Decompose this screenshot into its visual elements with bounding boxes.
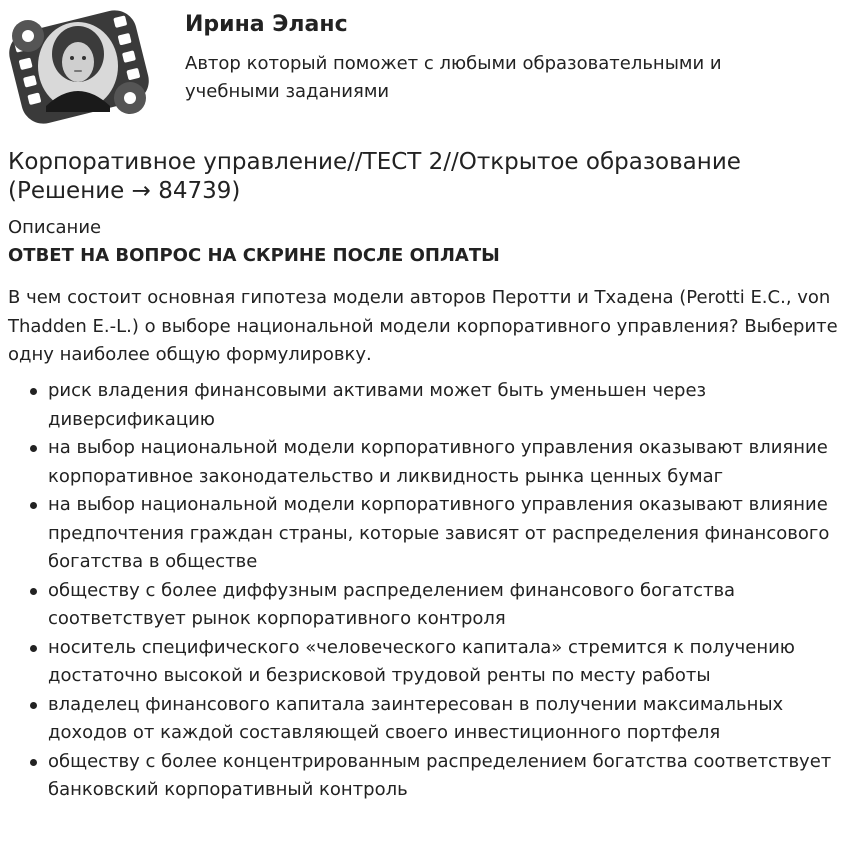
payment-notice: ОТВЕТ НА ВОПРОС НА СКРИНЕ ПОСЛЕ ОПЛАТЫ bbox=[8, 245, 500, 266]
answer-option-text: на выбор национальной модели корпоративного управления оказывают влияние предпочтения граждан страны, которые зависят от распределения финансового богатства в обществе bbox=[48, 494, 830, 572]
author-name: Ирина Эланс bbox=[185, 12, 348, 37]
bullet-icon bbox=[30, 388, 37, 395]
answer-option-text: на выбор национальной модели корпоративного управления оказывают влияние корпоративное законодательство и ликвидность рынка ценных бумаг bbox=[48, 437, 828, 487]
answer-option-text: риск владения финансовыми активами может быть уменьшен через диверсификацию bbox=[48, 380, 707, 430]
answer-option-text: владелец финансового капитала заинтересован в получении максимальных доходов от каждой составляющей своего инвестиционного портфеля bbox=[48, 693, 784, 743]
answer-option bbox=[0, 377, 847, 434]
author-header bbox=[0, 0, 847, 130]
bullet-icon bbox=[30, 502, 37, 509]
author-description: Автор который поможет с любыми образовательными и учебными заданиями bbox=[185, 53, 722, 102]
answer-option bbox=[0, 691, 847, 748]
author-avatar bbox=[6, 6, 152, 128]
answer-option bbox=[0, 748, 847, 805]
bullet-icon bbox=[30, 588, 37, 595]
question-text: В чем состоит основная гипотеза модели авторов Перотти и Тхадена (Perotti E.C., von Thadden E.-L.) о выборе национальной модели корпоративного управления? Выберите одну наиболее общую формулировку. bbox=[8, 287, 838, 365]
answer-option bbox=[0, 577, 847, 634]
film-reel-avatar-icon bbox=[6, 6, 152, 128]
answer-option bbox=[0, 491, 847, 577]
document-title: Корпоративное управление//ТЕСТ 2//Открытое образование (Решение → 84739) bbox=[8, 149, 741, 204]
bullet-icon bbox=[30, 759, 37, 766]
bullet-icon bbox=[30, 645, 37, 652]
answer-option bbox=[0, 634, 847, 691]
answer-option-text: носитель специфического «человеческого капитала» стремится к получению достаточно высокой и безрисковой трудовой ренты по месту работы bbox=[48, 636, 795, 686]
answer-option bbox=[0, 434, 847, 491]
answer-option-text: обществу с более диффузным распределением финансового богатства соответствует рынок корпоративного контроля bbox=[48, 579, 736, 629]
bullet-icon bbox=[30, 445, 37, 452]
answer-option-text: обществу с более концентрированным распределением богатства соответствует банковский корпоративный контроль bbox=[48, 750, 832, 800]
bullet-icon bbox=[30, 702, 37, 709]
description-label: Описание bbox=[8, 217, 102, 238]
answer-options-list bbox=[0, 377, 847, 805]
